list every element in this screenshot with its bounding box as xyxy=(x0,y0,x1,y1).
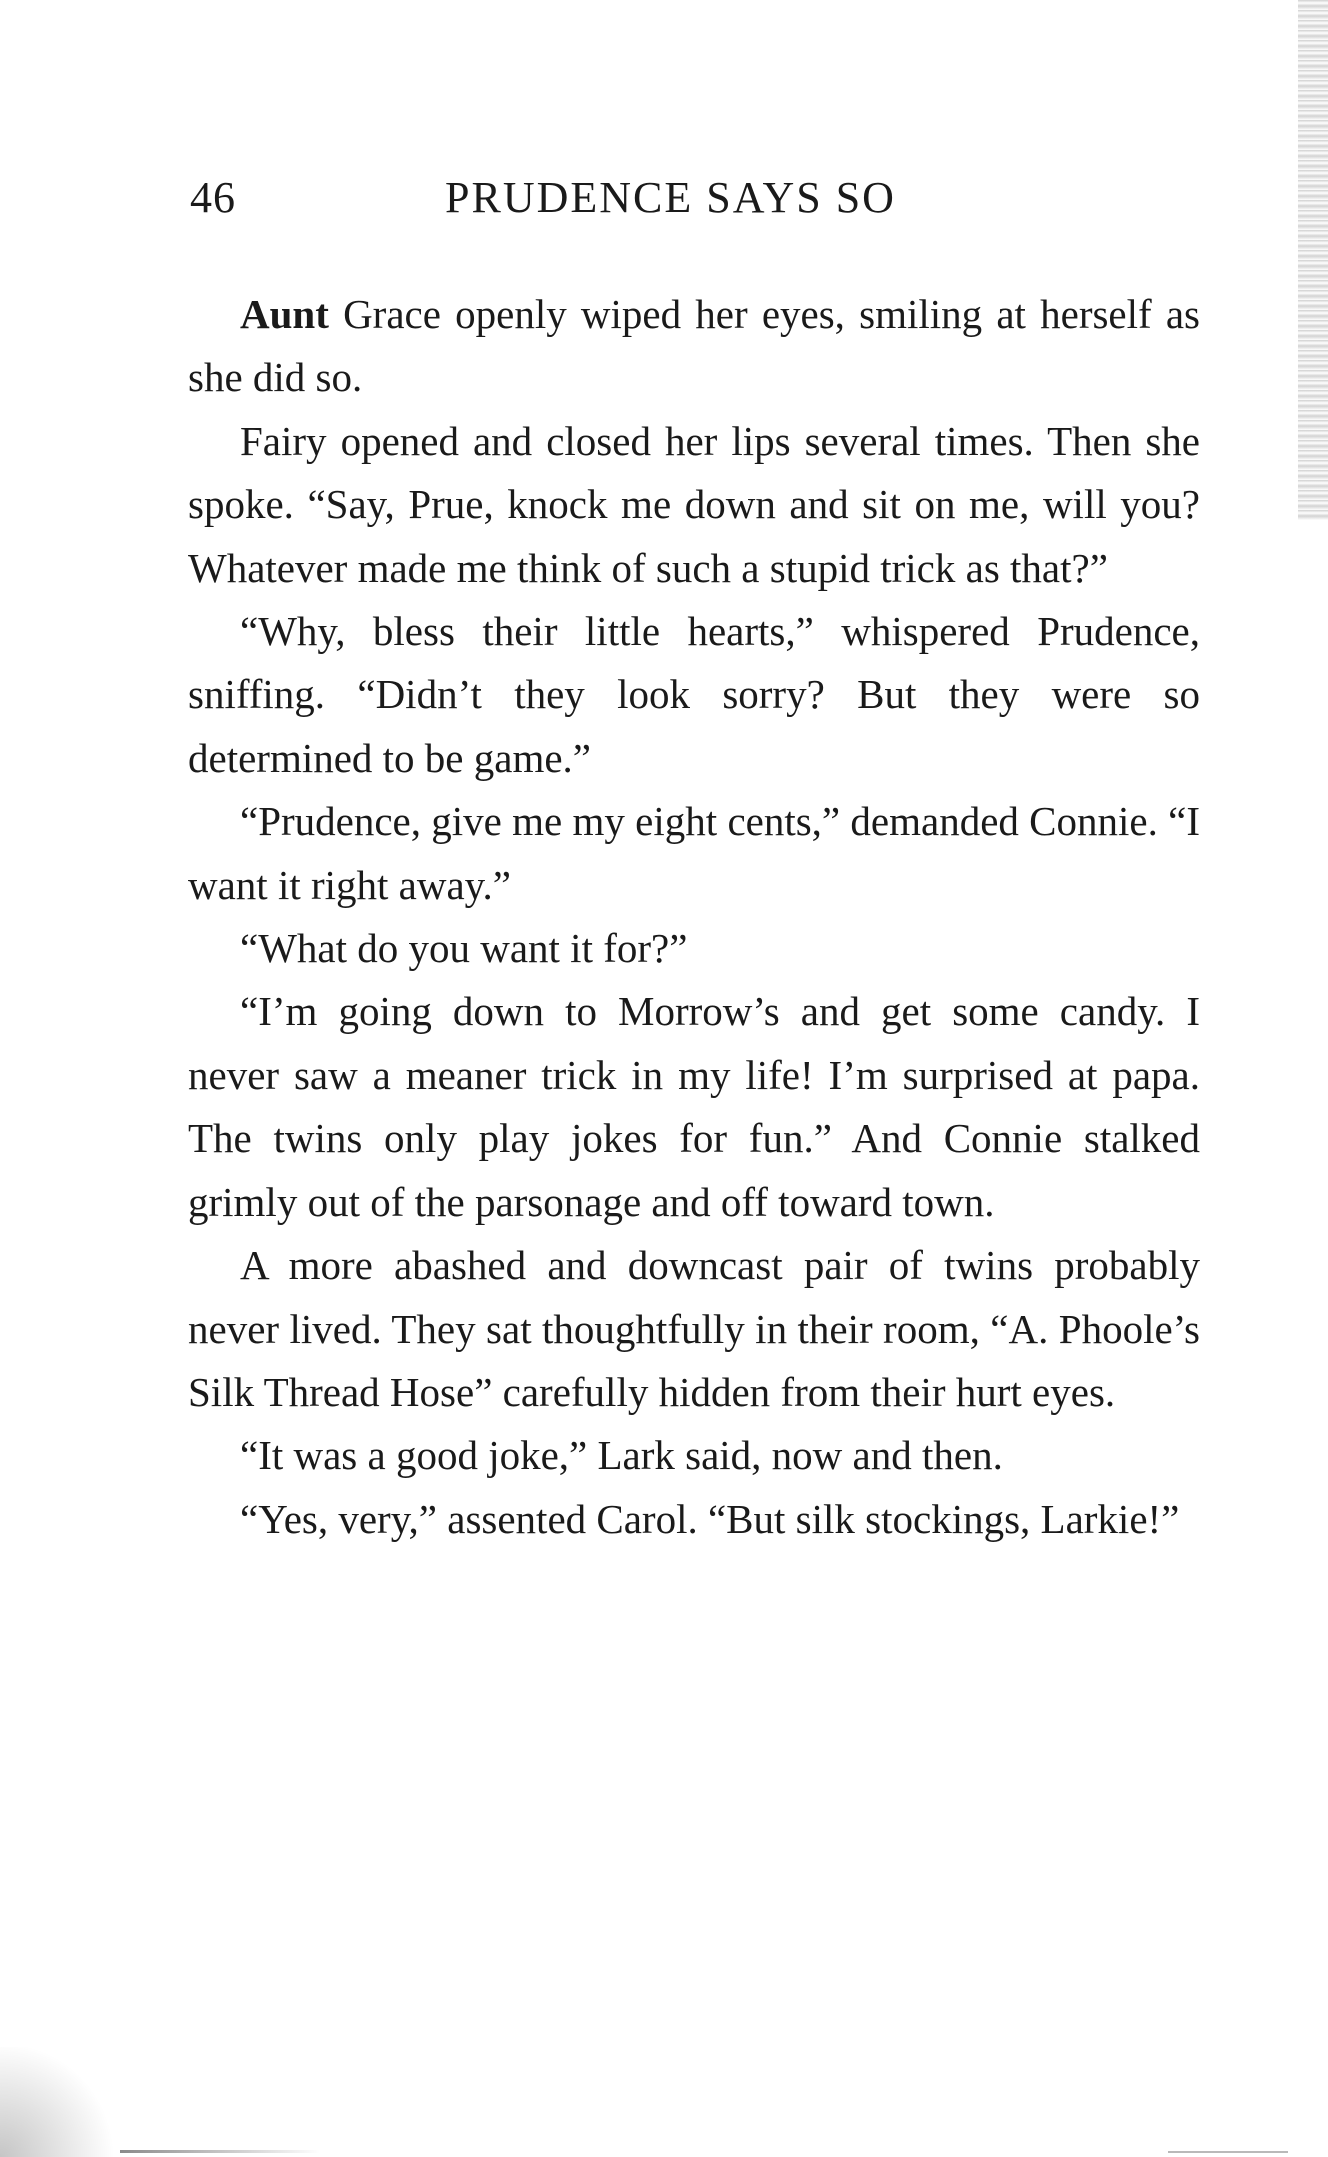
paragraph-text: Grace openly wiped her eyes, smiling at herself as she did so. xyxy=(188,291,1201,401)
paragraph: “It was a good joke,” Lark said, now and then. xyxy=(240,1432,1003,1479)
scan-edge-artifact xyxy=(1298,0,1328,520)
paragraph: A more abashed and downcast pair of twins probably never lived. They sat thoughtfully in their room, “A. Phoole’s Silk Thread Hose” carefully hidden from their hurt eyes. xyxy=(188,1242,1200,1415)
paragraph: “I’m going down to Morrow’s and get some candy. I never saw a meaner trick in my life! I’m surprised at papa. The twins only play jokes for fun.” And Connie stalked grimly out of the parsonage and off toward town. xyxy=(188,988,1200,1225)
paragraph-lead-word: Aunt xyxy=(240,291,329,337)
scan-corner-artifact xyxy=(0,2047,120,2157)
scan-bottom-artifact xyxy=(120,2150,320,2153)
paragraph: “Prudence, give me my eight cents,” demanded Connie. “I want it right away.” xyxy=(188,798,1200,908)
running-head xyxy=(190,172,1200,232)
paragraph: Fairy opened and closed her lips several times. Then she spoke. “Say, Prue, knock me down and sit on me, will you? Whatever made me think of such a stupid trick as that?” xyxy=(188,417,1200,591)
body-text xyxy=(188,283,1200,1551)
paragraph: “What do you want it for?” xyxy=(240,925,688,972)
page-number: 46 xyxy=(190,173,236,222)
running-title: PRUDENCE SAYS SO xyxy=(445,173,896,222)
scan-bottom-artifact-right xyxy=(1168,2151,1288,2153)
paragraph: “Yes, very,” assented Carol. “But silk stockings, Larkie!” xyxy=(240,1495,1180,1542)
paragraph xyxy=(188,283,1200,410)
paragraph: “Why, bless their little hearts,” whispered Prudence, sniffing. “Didn’t they look sorry? But they were so determined to be game.” xyxy=(188,608,1200,781)
